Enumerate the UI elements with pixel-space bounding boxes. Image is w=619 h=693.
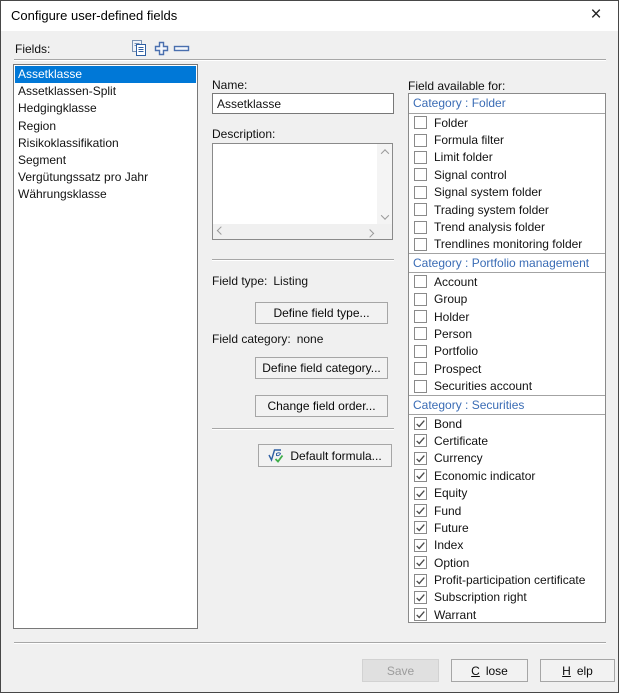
copy-icon (130, 39, 148, 60)
plus-icon (153, 40, 170, 60)
checkbox-checked[interactable] (414, 608, 427, 621)
scrollbar-corner (377, 224, 392, 239)
category-header: Category : Folder (409, 94, 605, 114)
list-item[interactable]: Segment (18, 152, 67, 167)
checkbox-label: Subscription right (434, 590, 527, 605)
checkbox-row[interactable] (409, 149, 605, 166)
checkbox-unchecked[interactable] (414, 310, 427, 323)
checkbox-row[interactable] (409, 450, 605, 467)
description-text[interactable] (213, 144, 377, 224)
field-type-separator (212, 259, 394, 261)
checkbox-row[interactable] (409, 571, 605, 588)
name-label: Name: (212, 78, 248, 92)
checkbox-row[interactable] (409, 415, 605, 432)
checkbox-label: Profit-participation certificate (434, 573, 586, 588)
field-category-value: none (296, 332, 324, 346)
checkbox-checked[interactable] (414, 487, 427, 500)
checkbox-row[interactable] (409, 325, 605, 342)
checkbox-label: Economic indicator (434, 468, 536, 483)
checkbox-unchecked[interactable] (414, 203, 427, 216)
checkbox-checked[interactable] (414, 539, 427, 552)
checkbox-row[interactable] (409, 218, 605, 235)
checkbox-row[interactable] (409, 236, 605, 253)
checkbox-label: Option (434, 555, 470, 570)
top-separator (14, 59, 606, 61)
formula-separator (212, 428, 394, 430)
checkbox-label: Certificate (434, 433, 489, 448)
field-category-label: Field category: (212, 332, 291, 346)
list-item[interactable]: Region (18, 118, 57, 133)
footer-separator (14, 642, 606, 644)
checkbox-checked[interactable] (414, 504, 427, 517)
checkbox-row[interactable] (409, 432, 605, 449)
checkbox-label: Future (434, 520, 469, 535)
checkbox-row[interactable] (409, 114, 605, 131)
checkbox-unchecked[interactable] (414, 345, 427, 358)
formula-icon (268, 448, 284, 463)
list-item[interactable]: Hedgingklasse (18, 101, 97, 116)
checkbox-label: Trendlines monitoring folder (434, 237, 583, 252)
field-type-value: Listing (273, 274, 309, 288)
checkbox-row[interactable] (409, 343, 605, 360)
checkbox-label: Formula filter (434, 133, 505, 148)
checkbox-label: Prospect (434, 361, 482, 376)
dialog-title: Configure user-defined fields (11, 8, 178, 23)
checkbox-row[interactable] (409, 166, 605, 183)
checkbox-row[interactable] (409, 131, 605, 148)
close-icon[interactable]: × (590, 4, 602, 25)
scroll-left-icon[interactable] (213, 224, 228, 239)
fields-listbox[interactable] (13, 64, 198, 629)
add-field-button[interactable] (151, 40, 171, 59)
checkbox-label: Securities account (434, 379, 533, 394)
checkbox-label: Trend analysis folder (434, 220, 545, 235)
copy-field-button[interactable] (129, 40, 149, 59)
checkbox-unchecked[interactable] (414, 238, 427, 251)
list-item[interactable]: Assetklassen-Split (18, 84, 117, 99)
change-field-order-button[interactable]: Change field order... (255, 395, 388, 417)
checkbox-label: Bond (434, 416, 463, 431)
checkbox-checked[interactable] (414, 591, 427, 604)
list-item[interactable]: Währungsklasse (18, 187, 107, 202)
checkbox-checked[interactable] (414, 417, 427, 430)
checkbox-row[interactable] (409, 519, 605, 536)
list-item[interactable]: Risikoklassifikation (18, 135, 119, 150)
define-field-category-button[interactable]: Define field category... (255, 357, 388, 379)
checkbox-label: Index (434, 538, 464, 553)
checkbox-label: Equity (434, 486, 468, 501)
checkbox-row[interactable] (409, 554, 605, 571)
checkbox-row[interactable] (409, 377, 605, 394)
checkbox-checked[interactable] (414, 521, 427, 534)
checkbox-label: Warrant (434, 607, 477, 622)
scroll-up-icon[interactable] (377, 144, 392, 159)
checkbox-row[interactable] (409, 467, 605, 484)
checkbox-label: Folder (434, 115, 469, 130)
checkbox-unchecked[interactable] (414, 116, 427, 129)
category-header: Category : Securities (409, 395, 605, 415)
checkbox-checked[interactable] (414, 574, 427, 587)
checkbox-checked[interactable] (414, 434, 427, 447)
name-input[interactable] (212, 93, 394, 114)
checkbox-checked[interactable] (414, 452, 427, 465)
checkbox-label: Portfolio (434, 344, 479, 359)
checkbox-unchecked[interactable] (414, 362, 427, 375)
checkbox-label: Trading system folder (434, 202, 549, 217)
checkbox-unchecked[interactable] (414, 221, 427, 234)
checkbox-row[interactable] (409, 360, 605, 377)
checkbox-label: Account (434, 274, 478, 289)
checkbox-label: Signal system folder (434, 185, 543, 200)
checkbox-label: Holder (434, 309, 470, 324)
checkbox-label: Group (434, 292, 468, 307)
category-header: Category : Portfolio management (409, 253, 605, 273)
vertical-scrollbar[interactable] (377, 144, 392, 224)
checkbox-row[interactable] (409, 502, 605, 519)
checkbox-unchecked[interactable] (414, 186, 427, 199)
description-label: Description: (212, 127, 276, 141)
checkbox-label: Limit folder (434, 150, 493, 165)
checkbox-row[interactable] (409, 291, 605, 308)
checkbox-unchecked[interactable] (414, 275, 427, 288)
availability-list[interactable] (408, 93, 606, 623)
field-type-row (212, 274, 308, 288)
checkbox-label: Currency (434, 451, 483, 466)
checkbox-label: Signal control (434, 167, 507, 182)
checkbox-row[interactable] (409, 308, 605, 325)
field-category-row (212, 332, 323, 346)
horizontal-scrollbar[interactable] (213, 224, 377, 239)
checkbox-unchecked[interactable] (414, 380, 427, 393)
checkbox-row[interactable] (409, 273, 605, 290)
checkbox-checked[interactable] (414, 556, 427, 569)
list-item[interactable]: Assetklasse (15, 66, 196, 83)
checkbox-row[interactable] (409, 589, 605, 606)
field-available-for-label: Field available for: (408, 79, 506, 93)
scroll-down-icon[interactable] (377, 209, 392, 224)
save-button[interactable]: Save (362, 659, 439, 682)
help-button[interactable]: H elp (540, 659, 615, 682)
checkbox-row[interactable] (409, 606, 605, 623)
checkbox-unchecked[interactable] (414, 168, 427, 181)
checkbox-label: Fund (434, 503, 462, 518)
description-textarea[interactable] (212, 143, 393, 240)
fields-label: Fields: (15, 42, 51, 56)
checkbox-row[interactable] (409, 201, 605, 218)
checkbox-row[interactable] (409, 484, 605, 501)
close-button[interactable]: C lose (451, 659, 528, 682)
default-formula-button[interactable] (258, 444, 392, 467)
checkbox-label: Person (434, 326, 473, 341)
checkbox-unchecked[interactable] (414, 327, 427, 340)
field-type-label: Field type: (212, 274, 268, 288)
checkbox-row[interactable] (409, 537, 605, 554)
define-field-type-button[interactable]: Define field type... (255, 302, 388, 324)
checkbox-unchecked[interactable] (414, 134, 427, 147)
scroll-right-icon[interactable] (362, 224, 377, 239)
list-item[interactable]: Vergütungssatz pro Jahr (18, 170, 149, 185)
remove-field-button[interactable] (171, 40, 191, 59)
minus-icon (173, 40, 190, 60)
checkbox-unchecked[interactable] (414, 293, 427, 306)
titlebar (1, 1, 618, 31)
default-formula-label: Default formula... (290, 448, 382, 463)
checkbox-checked[interactable] (414, 469, 427, 482)
checkbox-row[interactable] (409, 184, 605, 201)
checkbox-unchecked[interactable] (414, 151, 427, 164)
